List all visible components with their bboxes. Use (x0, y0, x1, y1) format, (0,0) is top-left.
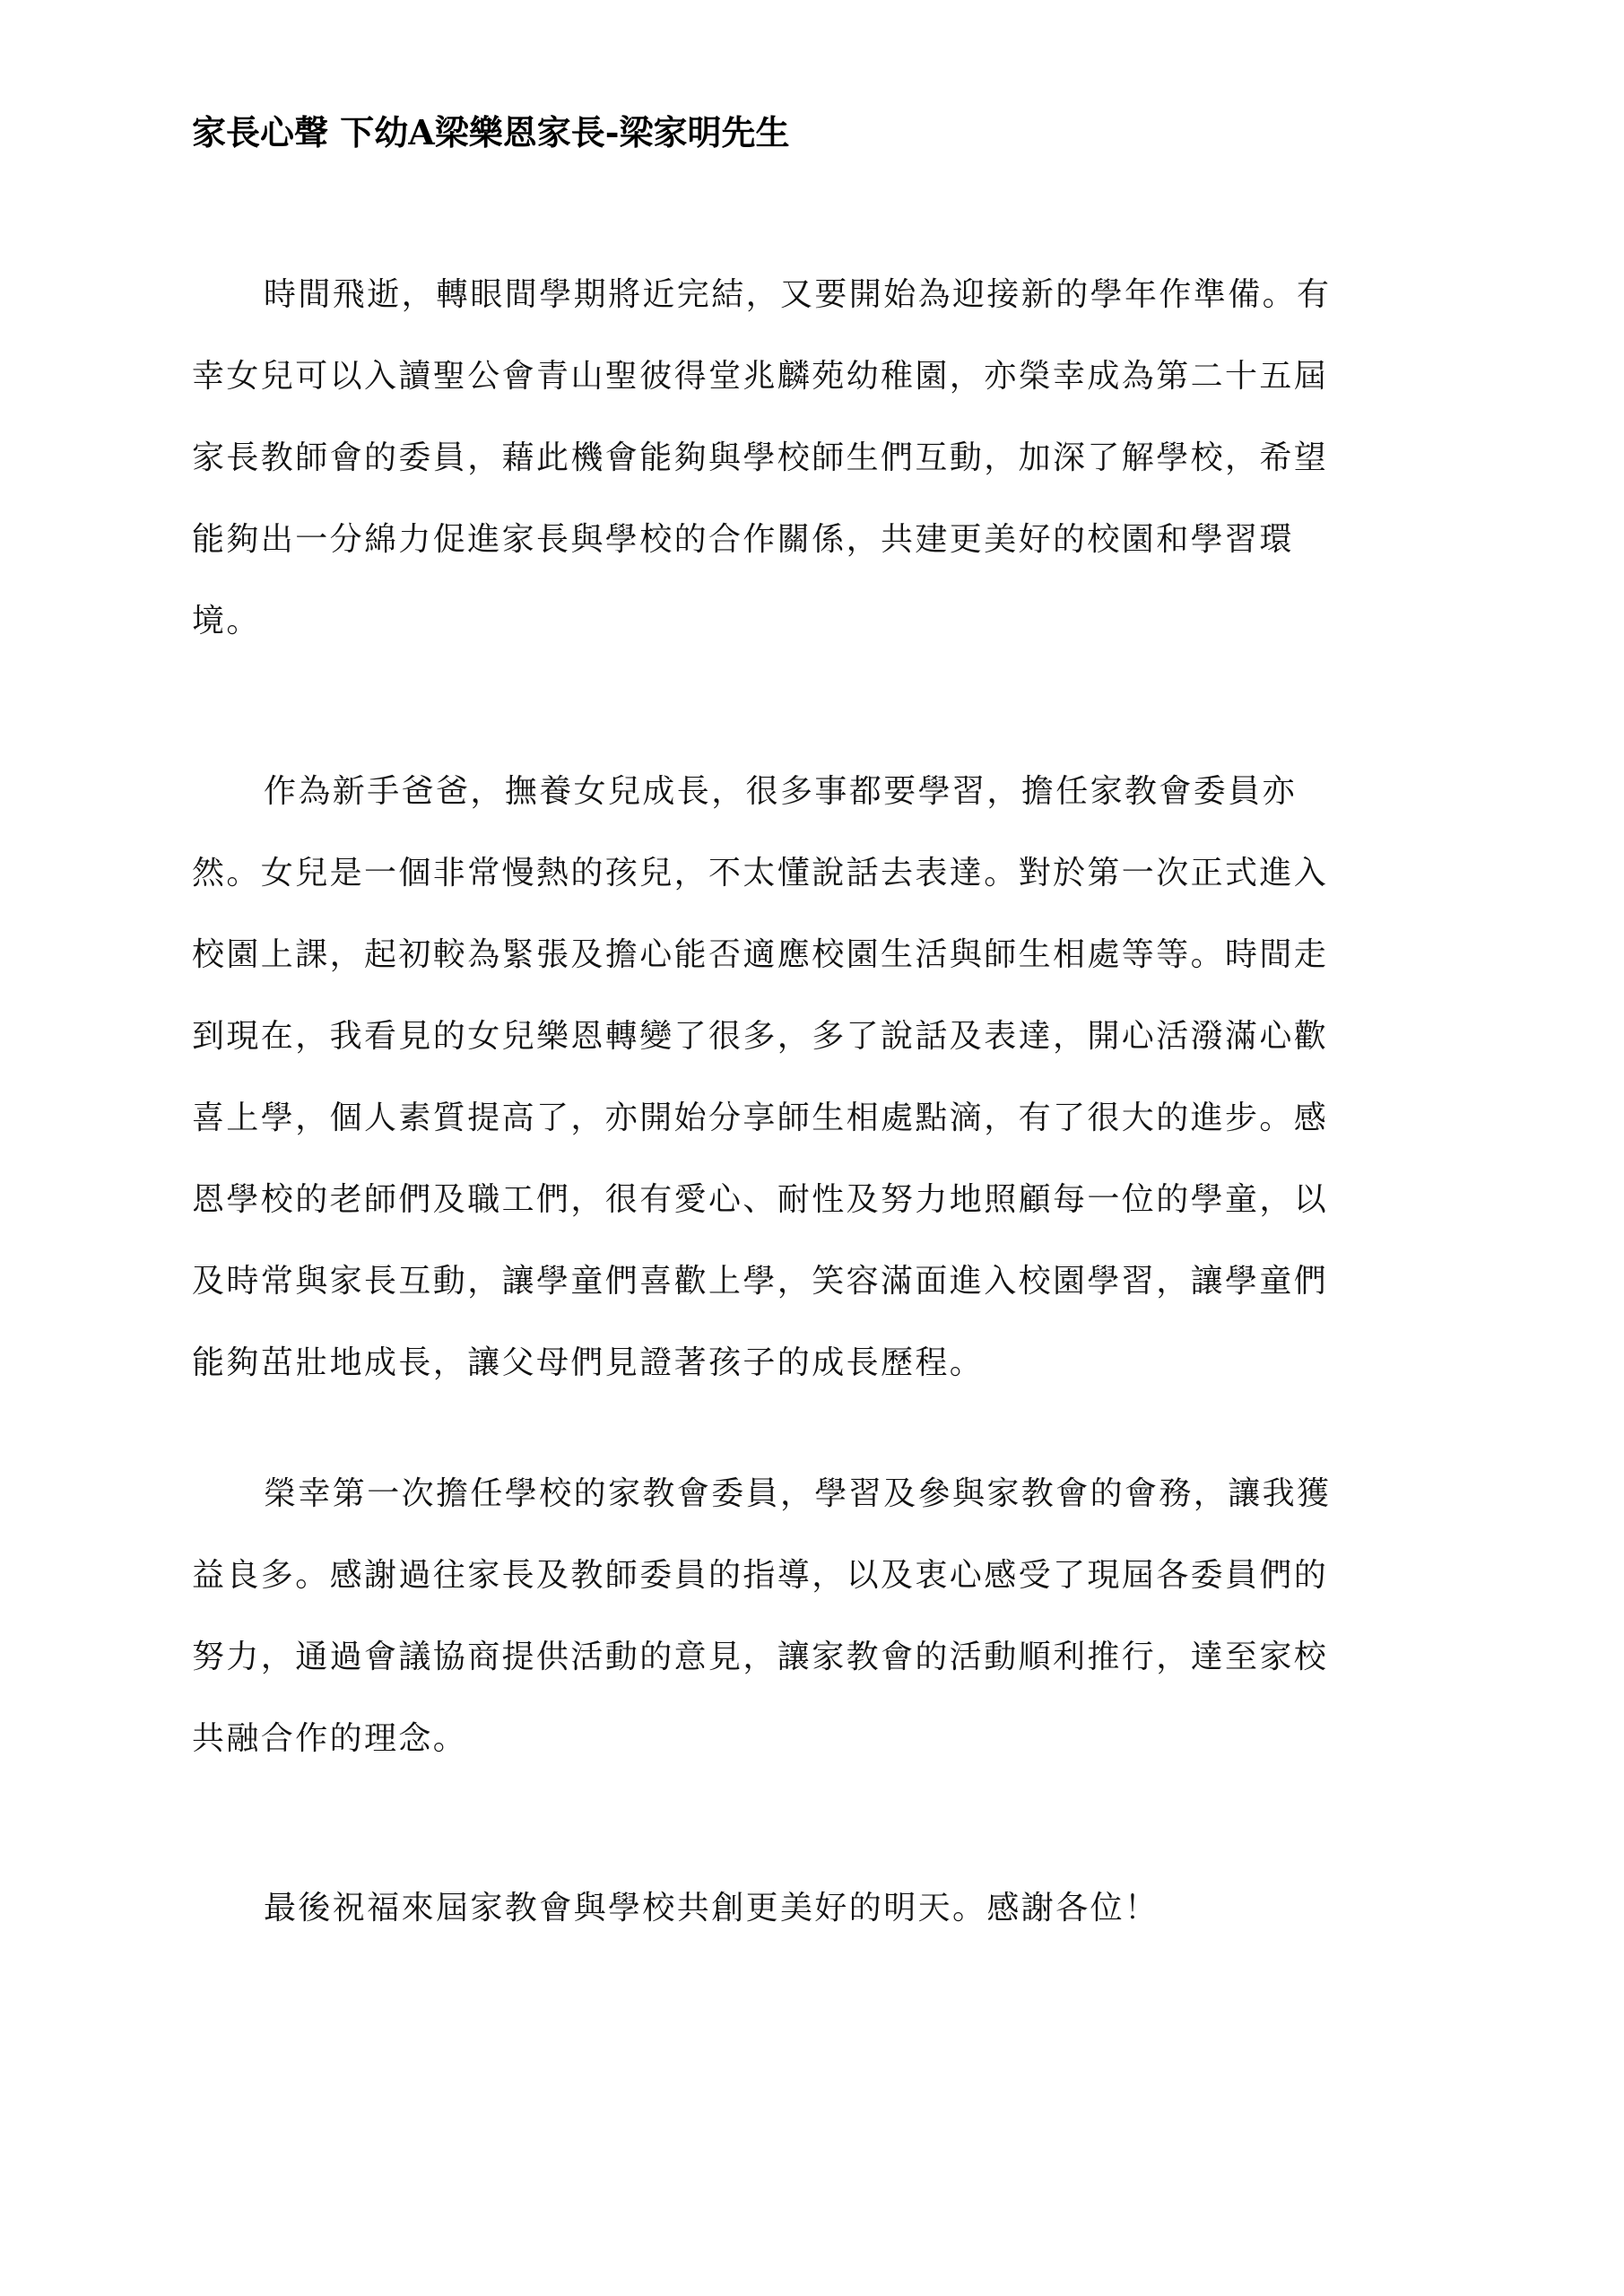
paragraph-line: 益良多。感謝過往家長及教師委員的指導，以及衷心感受了現屆各委員們的 (192, 1557, 1329, 1594)
paragraph-line: 到現在，我看見的女兒樂恩轉變了很多，多了說話及表達，開心活潑滿心歡 (192, 1018, 1329, 1055)
paragraph-line: 及時常與家長互動，讓學童們喜歡上學，笑容滿面進入校園學習，讓學童們 (192, 1263, 1329, 1300)
paragraph-line: 家長教師會的委員，藉此機會能夠與學校師生們互動，加深了解學校，希望 (192, 439, 1329, 476)
paragraph-line: 校園上課，起初較為緊張及擔心能否適應校園生活與師生相處等等。時間走 (192, 936, 1329, 973)
paragraph-line: 努力，通過會議協商提供活動的意見，讓家教會的活動順利推行，達至家校 (192, 1639, 1329, 1675)
paragraph-line: 然。女兒是一個非常慢熱的孩兒，不太懂說話去表達。對於第一次正式進入 (192, 855, 1329, 891)
paragraph-line: 境。 (192, 603, 261, 639)
paragraph-line: 幸女兒可以入讀聖公會青山聖彼得堂兆麟苑幼稚園，亦榮幸成為第二十五屆 (192, 358, 1329, 395)
paragraph-line: 作為新手爸爸，撫養女兒成長，很多事都要學習，擔任家教會委員亦 (264, 773, 1298, 810)
paragraph-4 (192, 1867, 1447, 1949)
paragraph-3 (192, 1453, 1447, 1779)
paragraph-line: 榮幸第一次擔任學校的家教會委員，學習及參與家教會的會務，讓我獲 (264, 1475, 1332, 1512)
paragraph-line: 最後祝福來屆家教會與學校共創更美好的明天。感謝各位！ (264, 1890, 1159, 1926)
paragraph-line: 喜上學，個人素質提高了，亦開始分享師生相處點滴，有了很大的進步。感 (192, 1100, 1329, 1136)
document-title: 家長心聲 下幼A梁樂恩家長-梁家明先生 (192, 112, 790, 152)
paragraph-line: 能夠茁壯地成長，讓父母們見證著孩子的成長歷程。 (192, 1344, 985, 1381)
paragraph-line: 共融合作的理念。 (192, 1720, 468, 1757)
paragraph-2 (192, 751, 1447, 1404)
paragraph-line: 能夠出一分綿力促進家長與學校的合作關係，共建更美好的校園和學習環 (192, 521, 1294, 558)
paragraph-1 (192, 254, 1447, 662)
paragraph-line: 時間飛逝，轉眼間學期將近完結，又要開始為迎接新的學年作準備。有 (264, 276, 1332, 313)
paragraph-line: 恩學校的老師們及職工們，很有愛心、耐性及努力地照顧每一位的學童，以 (192, 1181, 1329, 1218)
